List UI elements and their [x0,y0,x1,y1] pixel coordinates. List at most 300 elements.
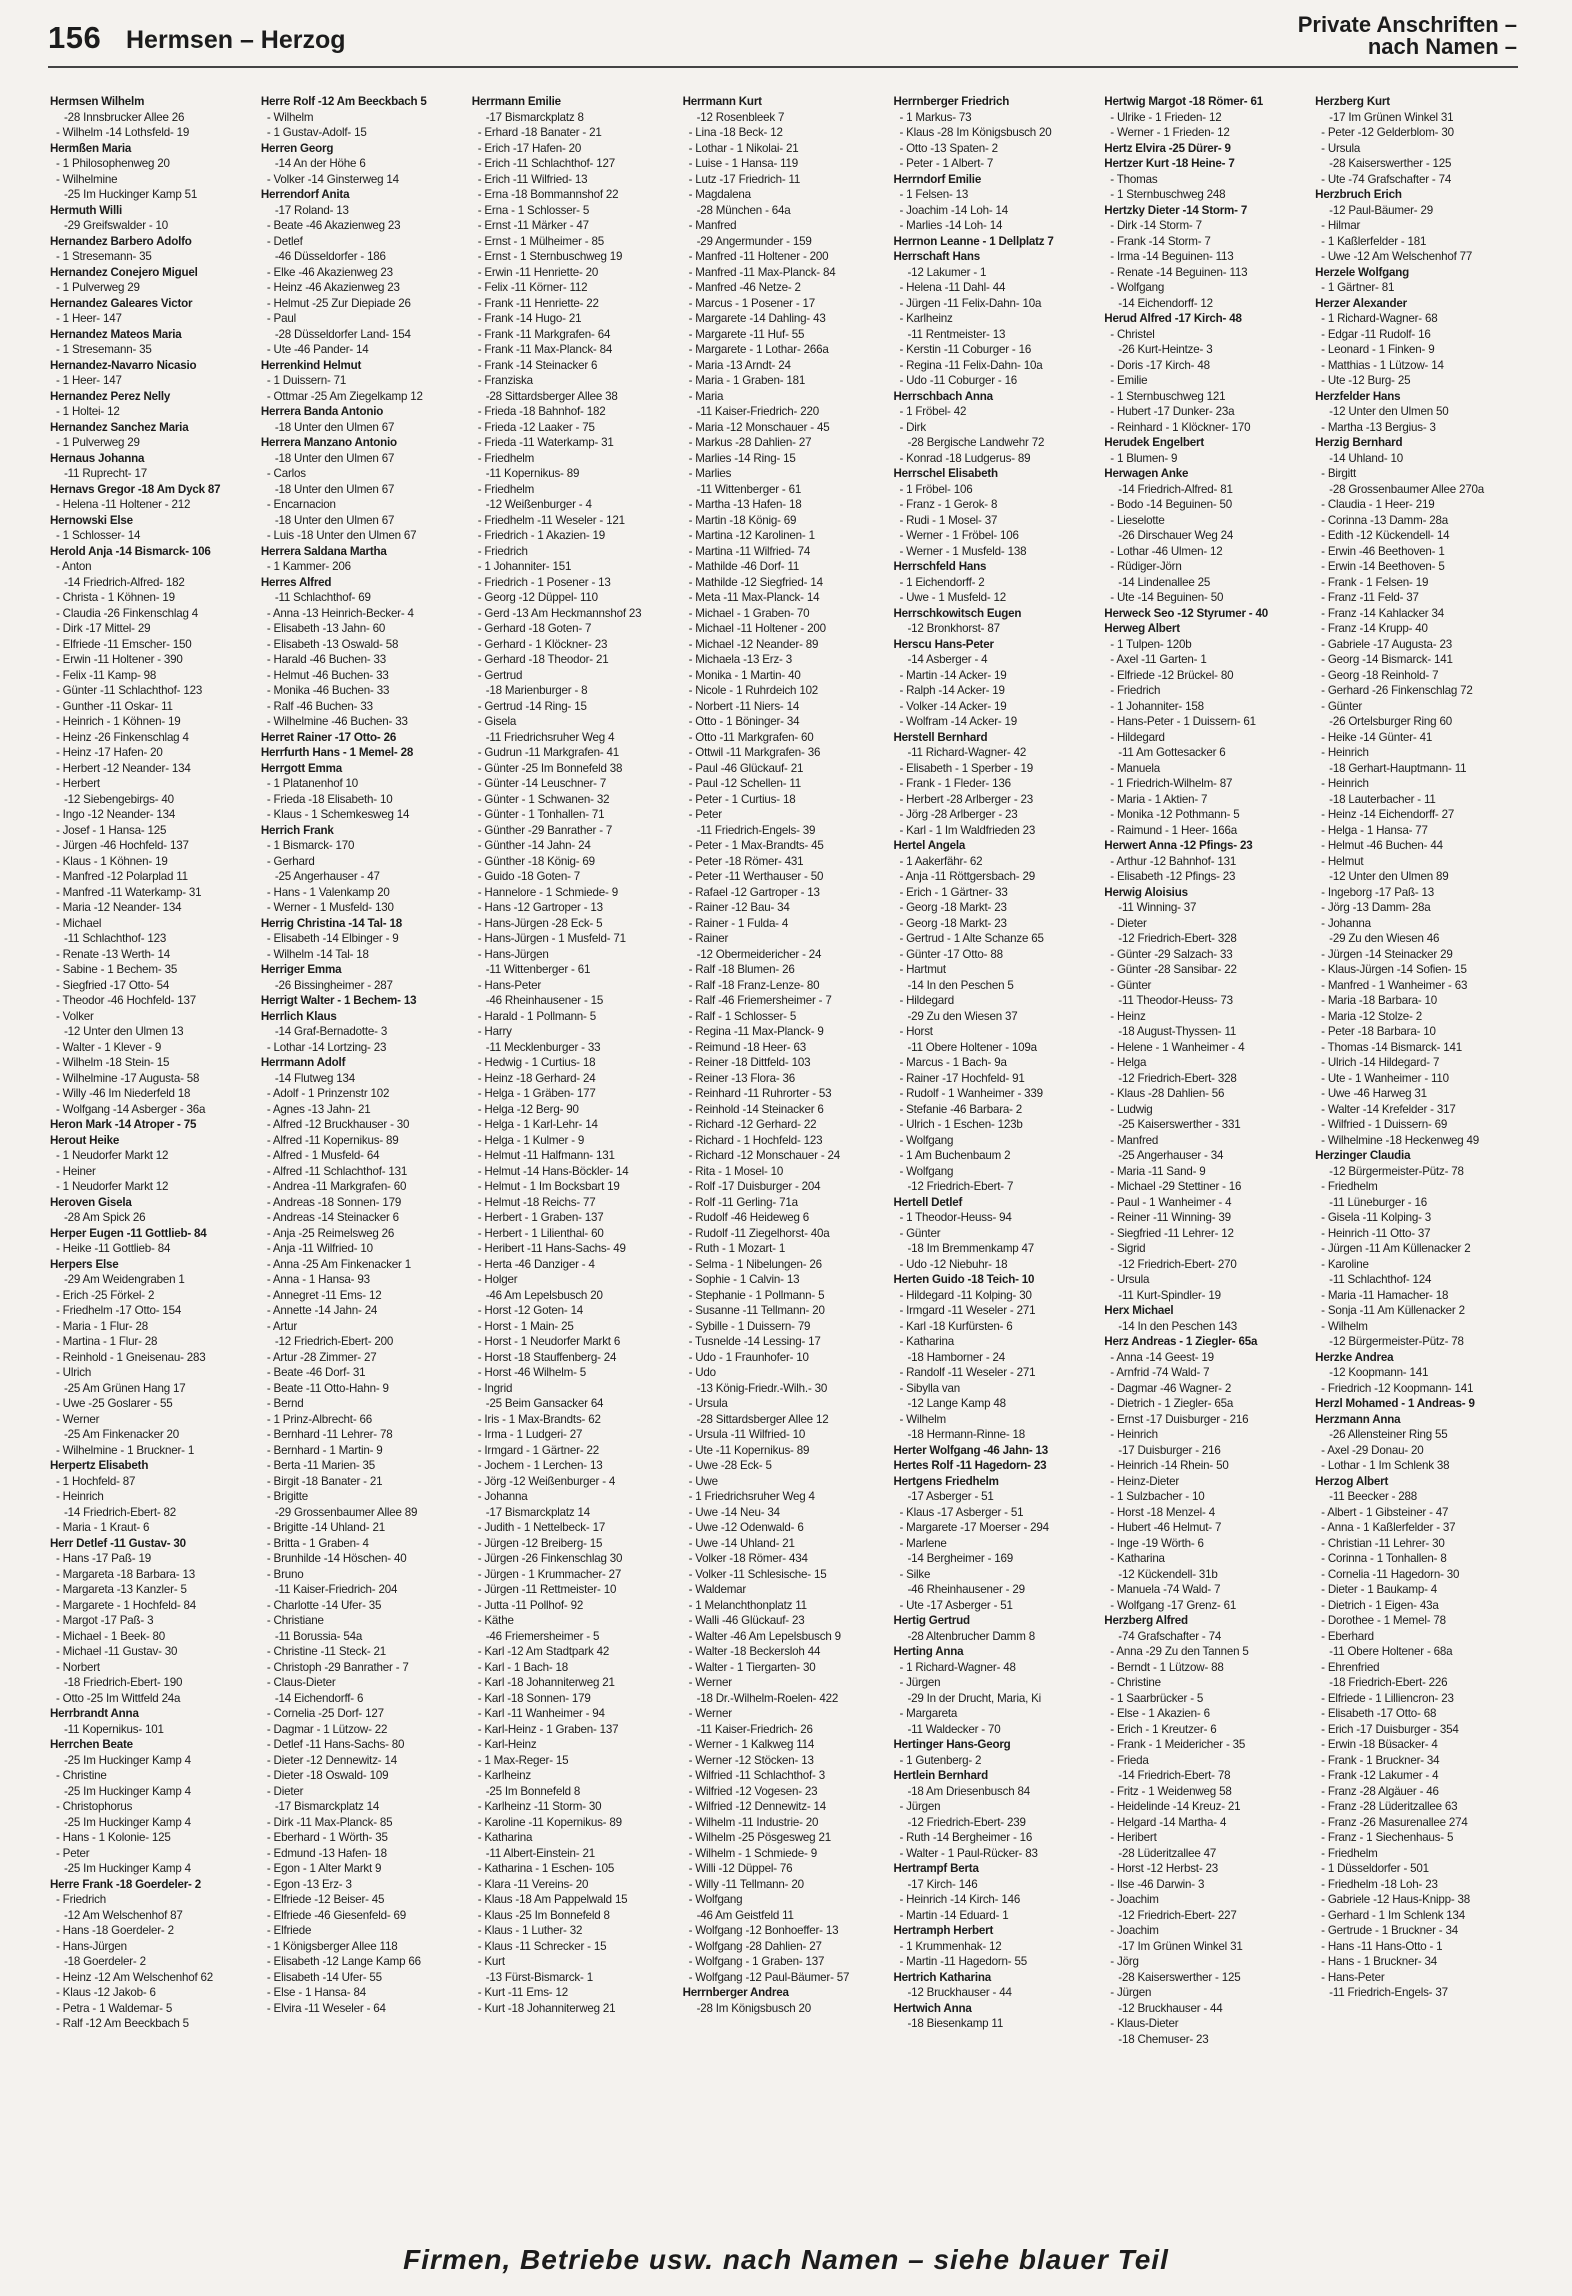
entry-line: - Anna -13 Heinrich-Becker- 4 [266,606,414,620]
entry-line: - Erich -17 Hafen- 20 [477,141,582,155]
entry-line: - Ulrike - 1 Frieden- 12 [1110,110,1222,124]
entry-line: -14 Friedrich-Alfred- 81 [1118,482,1233,496]
entry-surname: Hertwich Anna [893,2001,972,2015]
entry-line: - Hartmut [899,963,946,976]
entry-line: - Frieda -18 Elisabeth- 10 [266,792,393,806]
entry-line: - Wilfried - 1 Duissern- 69 [1321,1118,1448,1131]
entry-line: - Günter -28 Sansibar- 22 [1110,963,1237,976]
entry-line: -12 Unter den Ulmen 13 [64,1025,184,1038]
entry-line: -11 Wittenberger - 61 [485,963,591,976]
entry-line: -14 In den Peschen 5 [907,978,1014,992]
entry-line: - Karl -12 Am Stadtpark 42 [477,1645,610,1658]
entry-line: - Hans -11 Hans-Otto - 1 [1321,1939,1443,1953]
entry-line: - Georg -12 Düppel- 110 [477,591,598,604]
entry-line: -13 Fürst-Bismarck- 1 [485,1970,593,1984]
entry-line: - Petra - 1 Waldemar- 5 [56,2001,173,2015]
entry-line: - Klaus-Dieter [1110,2017,1179,2030]
entry-line: - Wolfram -14 Acker- 19 [899,715,1018,728]
entry-line: - Maria -12 Monschauer - 45 [688,420,830,434]
entry-line: - Else - 1 Akazien- 6 [1110,1707,1210,1720]
entry-line: - Heike -11 Gottlieb- 84 [56,1242,171,1255]
entry-line: -26 Dirschauer Weg 24 [1118,529,1234,542]
entry-line: -18 Unter den Ulmen 67 [274,420,395,434]
entry-line: -18 Unter den Ulmen 67 [274,482,395,496]
entry-line: - Martina - 1 Flur- 28 [56,1335,158,1348]
entry-line: - Horst -46 Wilhelm- 5 [477,1366,587,1379]
entry-line: - Gertrud [477,668,523,682]
entry-line: - Detlef [266,234,303,248]
entry-surname: Herout Heike [50,1133,120,1147]
entry-surname: Hertel Angela [893,839,966,852]
entry-line: - Holger [477,1273,518,1286]
entry-line: - Wilhelmine [56,172,118,186]
entry-line: - Karl -18 Kurfürsten- 6 [899,1319,1013,1333]
entry-line: - Corinna -13 Damm- 28a [1321,513,1448,527]
entry-line: - Dieter -12 Dennewitz- 14 [266,1753,397,1767]
entry-line: - Gerhard - 1 Klöckner- 23 [477,637,608,651]
entry-line: - Peter -12 Gelderblom- 30 [1321,126,1454,139]
entry-line: - Helmut -14 Hans-Böckler- 14 [477,1164,629,1178]
entry-surname: Herre Frank -18 Goerdeler- 2 [50,1877,201,1891]
entry-surname: Hermßen Maria [50,141,132,155]
entry-line: - Marlies -14 Ring- 15 [688,451,796,465]
entry-line: -14 Uhland- 10 [1329,451,1404,465]
entry-line: - Margarete -17 Moerser - 294 [899,1521,1049,1534]
entry-line: - Frank - 1 Felsen- 19 [1321,575,1429,589]
entry-line: - Gudrun -11 Markgrafen- 41 [477,746,620,759]
entry-line: - Katharina [899,1335,954,1348]
entry-line: - Klaus -28 Im Königsbusch 20 [899,126,1052,139]
entry-line: - Franz -14 Kahlacker 34 [1321,606,1444,620]
entry-line: -14 Bergheimer - 169 [907,1552,1013,1565]
entry-line: -29 Zu den Wiesen 46 [1329,932,1440,945]
entry-line: - Gabriele -12 Haus-Knipp- 38 [1321,1893,1471,1906]
entry-surname: Herud Alfred -17 Kirch- 48 [1104,312,1242,325]
entry-line: - Uwe -25 Goslarer - 55 [56,1397,173,1410]
entry-line: - Maria - 1 Kraut- 6 [56,1521,150,1534]
entry-surname: Hermuth Willi [50,203,123,217]
entry-line: - Helmut -46 Buchen- 44 [1321,839,1443,852]
entry-line: - Regina -11 Max-Planck- 9 [688,1025,824,1038]
entry-line: - Franziska [477,374,533,387]
entry-line: - 1 Eichendorff- 2 [899,575,985,589]
entry-line: - Margareta [899,1707,958,1720]
entry-surname: Herrgott Emma [260,761,343,775]
entry-line: - Wolfgang [899,1164,954,1178]
entry-line: - Wolfgang -12 Bonhoeffer- 13 [688,1924,839,1937]
entry-surname: Herrschbach Anna [893,389,993,403]
entry-line: -11 Obere Holtener - 109a [907,1040,1037,1054]
entry-line: - Günter -14 Leuschner- 7 [477,777,607,790]
entry-line: - Frank - 1 Fleder- 136 [899,777,1011,790]
entry-line: - Werner - 1 Musfeld- 130 [266,901,394,914]
entry-line: - Friedhelm [1321,1180,1378,1193]
entry-line: - Regina -11 Felix-Dahn- 10a [899,358,1043,372]
entry-surname: Herten Guido -18 Teich- 10 [893,1273,1035,1286]
entry-line: - 1 Sternbuschweg 248 [1110,188,1226,201]
entry-line: - Bernhard -11 Lehrer- 78 [266,1428,393,1441]
entry-line: - Ilse -46 Darwin- 3 [1110,1877,1205,1891]
entry-line: - Egon -13 Erz- 3 [266,1877,352,1891]
entry-line: - Sonja -11 Am Küllenacker 2 [1321,1304,1465,1317]
entry-line: -25 Im Bonnefeld 8 [485,1784,581,1798]
entry-line: -17 Roland- 13 [274,203,349,217]
entry-surname: Hertrich Katharina [893,1970,991,1984]
entry-line: - Udo -12 Niebuhr- 18 [899,1257,1008,1271]
entry-line: - Wilhelmine -17 Augusta- 58 [56,1071,200,1085]
entry-line: - Marlies -14 Loh- 14 [899,219,1003,232]
entry-line: -11 Wittenberger - 61 [696,482,802,496]
entry-line: - Uwe -46 Harweg 31 [1321,1087,1427,1100]
entry-line: - Erwin -11 Holtener - 390 [56,653,183,666]
entry-line: - Wolfgang [1110,281,1165,294]
entry-surname: Herrmann Adolf [260,1056,346,1069]
entry-line: - Edmund -13 Hafen- 18 [266,1846,387,1860]
entry-surname: Hertgens Friedhelm [893,1474,999,1488]
entry-line: -18 Hermann-Rinne- 18 [907,1428,1026,1441]
entry-line: - Markus -28 Dahlien- 27 [688,436,812,449]
entry-line: - Bruno [266,1567,304,1581]
entry-line: - Bernd [266,1397,304,1410]
entry-line: - Lothar - 1 Im Schlenk 38 [1321,1459,1450,1472]
entry-line: -12 Friedrich-Ebert- 239 [907,1815,1026,1829]
entry-line: - Heike -14 Günter- 41 [1321,730,1433,744]
entry-line: - Karoline -11 Kopernikus- 89 [477,1815,622,1829]
entry-line: - Frieda -11 Waterkamp- 31 [477,436,614,449]
entry-line: - Josef - 1 Hansa- 125 [56,823,167,837]
entry-line: - Heinrich [1321,746,1369,759]
entry-line: - Stefanie -46 Barbara- 2 [899,1102,1023,1116]
entry-line: - Helmut -11 Halfmann- 131 [477,1149,615,1162]
entry-line: - Ernst -17 Duisburger - 216 [1110,1412,1249,1426]
entry-line: - Ute -74 Grafschafter - 74 [1321,172,1452,186]
entry-line: - Brunhilde -14 Höschen- 40 [266,1552,407,1565]
entry-line: - Anna -25 Am Finkenacker 1 [266,1257,411,1271]
entry-line: - 1 Königsberger Allee 118 [266,1939,398,1953]
entry-line: - 1 Aakerfähr- 62 [899,854,983,868]
entry-line: - Ursula -11 Wilfried- 10 [688,1428,806,1441]
entry-line: - Maria -18 Barbara- 10 [1321,994,1438,1007]
entry-line: - 1 Johanniter- 158 [1110,699,1204,713]
entry-line: - Helga -12 Berg- 90 [477,1102,579,1116]
entry-line: - Gisela [477,715,517,728]
entry-line: - Elisabeth -14 Ufer- 55 [266,1970,382,1984]
entry-line: - Reiner -13 Flora- 36 [688,1071,796,1085]
entry-line: - Karlheinz [477,1769,531,1782]
entry-line: -14 An der Höhe 6 [274,157,366,170]
entry-line: - Werner - 1 Musfeld- 138 [899,544,1027,558]
entry-line: - Susanne -11 Tellmann- 20 [688,1304,825,1317]
entry-line: - Margarete - 1 Lothar- 266a [688,343,829,356]
entry-line: - Anna -14 Geest- 19 [1110,1350,1214,1364]
entry-line: - Karl - 1 Im Waldfrieden 23 [899,823,1036,837]
entry-line: - Bernhard - 1 Martin- 9 [266,1443,383,1457]
entry-line: - Ingrid [477,1381,513,1395]
entry-line: - Bodo -14 Beguinen- 50 [1110,498,1233,511]
entry-line: - Doris -17 Kirch- 48 [1110,358,1210,372]
entry-line: - Martin -14 Acker- 19 [899,668,1007,682]
entry-line: - Jürgen -46 Hochfeld- 137 [56,839,189,852]
entry-line: -11 Waldecker - 70 [907,1722,1001,1736]
entry-line: - Ulrich [56,1366,92,1379]
entry-line: - Herbert -12 Neander- 134 [56,761,191,775]
entry-line: - Gertrude - 1 Bruckner - 34 [1321,1924,1458,1937]
entry-surname: Herzbruch Erich [1315,188,1402,201]
entry-line: - Lina -18 Beck- 12 [688,126,783,139]
entry-line: - Hannelore - 1 Schmiede- 9 [477,885,618,899]
directory-column [50,94,257,2214]
entry-surname: Herrich Frank [260,823,334,837]
entry-line: -12 Friedrich-Ebert- 227 [1118,1908,1237,1922]
entry-surname: Hernandez Mateos Maria [50,327,182,341]
entry-surname: Herrschel Elisabeth [893,467,998,480]
entry-line: - Uwe -12 Odenwald- 6 [688,1521,804,1534]
entry-line: - Eberhard [1321,1629,1374,1643]
entry-line: - Heiner [56,1164,96,1178]
entry-line: -28 Im Königsbusch 20 [696,2001,811,2015]
entry-line: -28 Kaiserswerther - 125 [1329,157,1452,170]
entry-line: - Uwe -12 Am Welschenhof 77 [1321,250,1473,263]
entry-line: - Mathilde -12 Siegfried- 14 [688,575,823,589]
entry-line: - Wilhelm [899,1412,946,1426]
entry-surname: Herre Rolf -12 Am Beeckbach 5 [260,95,427,108]
entry-line: - Volker -14 Ginsterweg 14 [266,172,399,186]
entry-line: - Michael - 1 Graben- 70 [688,606,810,620]
entry-surname: Herpers Else [50,1257,119,1271]
page-header [0,0,1572,70]
entry-line: - Wilhelm -25 Pösgesweg 21 [688,1831,831,1844]
entry-line: - Lothar -46 Ulmen- 12 [1110,544,1223,558]
entry-surname: Hertzky Dieter -14 Storm- 7 [1104,203,1248,217]
entry-surname: Herzig Bernhard [1315,436,1403,449]
entry-line: -12 Friedrich-Ebert- 270 [1118,1257,1237,1271]
entry-line: - Rainer -12 Bau- 34 [688,901,790,914]
entry-line: - Ute -11 Kopernikus- 89 [688,1443,810,1457]
entry-line: - Heinrich -14 Rhein- 50 [1110,1459,1229,1472]
entry-line: - Walter - 1 Paul-Rücker- 83 [899,1846,1038,1860]
entry-line: - Stephanie - 1 Pollmann- 5 [688,1288,825,1302]
entry-line: - Rudolf -11 Ziegelhorst- 40a [688,1226,830,1240]
entry-line: - Maria -11 Sand- 9 [1110,1164,1206,1178]
entry-line: - Jürgen -12 Breiberg- 15 [477,1536,603,1550]
entry-surname: Heron Mark -14 Atroper - 75 [50,1118,197,1131]
entry-line: - Manfred - 1 Wanheimer - 63 [1321,978,1468,992]
entry-line: - Heinz -12 Am Welschenhof 62 [56,1970,214,1984]
entry-line: -11 Theodor-Heuss- 73 [1118,994,1233,1007]
entry-line: - Wilhelm -11 Industrie- 20 [688,1815,819,1829]
entry-line: - Inge -19 Wörth- 6 [1110,1536,1204,1550]
entry-line: -11 Albert-Einstein- 21 [485,1846,595,1860]
entry-line: - Margot -17 Paß- 3 [56,1614,154,1627]
entry-line: - Michael -12 Neander- 89 [688,637,819,651]
entry-line: - Erwin -14 Beethoven- 5 [1321,560,1445,573]
entry-line: - Günther -29 Banrather - 7 [477,823,613,837]
entry-line: -14 Graf-Bernadotte- 3 [274,1025,388,1038]
entry-line: - Günter -11 Schlachthof- 123 [56,684,203,697]
entry-line: - Dagmar -46 Wagner- 2 [1110,1381,1232,1395]
entry-line: - Andreas -18 Sonnen- 179 [266,1195,402,1209]
entry-line: - Volker -14 Acker- 19 [899,699,1007,713]
entry-line: - Heidelinde -14 Kreuz- 21 [1110,1800,1241,1813]
entry-line: -28 Innsbrucker Allee 26 [64,110,185,124]
entry-line: - Klaus-Jürgen -14 Sofien- 15 [1321,963,1467,976]
entry-line: -25 Im Huckinger Kamp 4 [64,1753,191,1767]
entry-line: - Karlheinz [899,312,953,325]
entry-line: - Wolfgang [899,1133,954,1147]
entry-surname: Herrnberger Andrea [682,1986,789,1999]
entry-line: - Dirk -14 Storm- 7 [1110,219,1202,232]
entry-line: - Richard -12 Gerhard- 22 [688,1118,817,1131]
entry-line: - Dieter - 1 Baukamp- 4 [1321,1583,1438,1596]
entry-surname: Herren Georg [260,141,334,155]
entry-line: - Martha -13 Hafen- 18 [688,498,802,511]
entry-line: - Günter - 1 Schwanen- 32 [477,792,610,806]
entry-line: - 1 Blumen- 9 [1110,451,1178,465]
entry-line: - Gertrud - 1 Alte Schanze 65 [899,932,1044,945]
entry-line: - Rita - 1 Mosel- 10 [688,1164,784,1178]
entry-line: - Axel -11 Garten- 1 [1110,653,1207,666]
entry-line: - Ludwig [1110,1102,1153,1116]
entry-line: - Ruth -14 Bergheimer - 16 [899,1831,1033,1844]
entry-line: - Richard -12 Monschauer - 24 [688,1149,841,1162]
entry-line: -11 Ruprecht- 17 [64,467,147,480]
entry-line: - Herta -46 Danziger - 4 [477,1257,595,1271]
entry-line: - Volker [56,1009,94,1023]
entry-surname: Herzele Wolfgang [1315,265,1410,279]
entry-line: - Birgitt [1321,467,1357,480]
entry-line: - Friedrich [477,544,528,558]
entry-line: - Wolfgang -28 Dahlien- 27 [688,1939,822,1953]
entry-line: - Wilhelmine - 1 Bruckner- 1 [56,1443,195,1457]
entry-surname: Herrnberger Friedrich [893,95,1010,108]
entry-line: -74 Grafschafter - 74 [1118,1629,1222,1643]
entry-line: - 1 Stresemann- 35 [56,250,152,263]
entry-line: - Beate -11 Otto-Hahn- 9 [266,1381,389,1395]
entry-line: - Herbert - 1 Graben- 137 [477,1211,604,1224]
entry-line: - Ute -46 Pander- 14 [266,343,369,356]
entry-surname: Herrbrandt Anna [50,1707,139,1720]
entry-line: - Eberhard - 1 Wörth- 35 [266,1831,388,1844]
entry-surname: Herzer Alexander [1315,296,1407,310]
entry-line: - Detlef -11 Hans-Sachs- 80 [266,1738,405,1751]
header-divider [48,66,1518,68]
entry-line: -11 Mecklenburger - 33 [485,1040,601,1054]
entry-line: - Birgit -18 Banater - 21 [266,1474,383,1488]
entry-line: - Ute -14 Beguinen- 50 [1110,591,1224,604]
entry-line: - Ralph -14 Acker- 19 [899,684,1005,697]
entry-line: -25 Beim Gansacker 64 [485,1397,604,1410]
entry-line: -26 Allensteiner Ring 55 [1329,1428,1448,1441]
entry-line: - Sybille - 1 Duissern- 79 [688,1319,811,1333]
entry-line: - Heinrich -11 Otto- 37 [1321,1226,1431,1240]
entry-line: -18 Hamborner - 24 [907,1350,1006,1364]
entry-line: - Sophie - 1 Calvin- 13 [688,1273,800,1286]
entry-line: - 1 Gustav-Adolf- 15 [266,126,367,139]
entry-line: - Ute -17 Asberger - 51 [899,1598,1013,1612]
entry-line: - Jörg -28 Arlberger - 23 [899,808,1018,821]
entry-line: - Elfriede -12 Brückel- 80 [1110,668,1234,682]
entry-line: - Werner [56,1412,100,1426]
entry-line: - 1 Kammer- 206 [266,560,351,573]
entry-line: - Anja -11 Röttgersbach- 29 [899,870,1035,883]
entry-line: - Marcus - 1 Bach- 9a [899,1056,1007,1069]
entry-line: - Anna - 1 Kaßlerfelder - 37 [1321,1521,1456,1534]
entry-line: - Christine [1110,1676,1161,1689]
entry-line: - Hildegard [1110,730,1165,744]
entry-line: - 1 Johanniter- 151 [477,560,572,573]
entry-line: -12 Weißenburger - 4 [485,498,592,511]
entry-line: - Franz -28 Algäuer - 46 [1321,1784,1439,1798]
entry-line: - Felix -11 Körner- 112 [477,281,588,294]
entry-line: - Werner - 1 Kalkweg 114 [688,1738,815,1751]
entry-line: -14 Eichendorff- 12 [1118,296,1213,310]
entry-line: - Elfriede -11 Emscher- 150 [56,637,192,651]
directory-column [472,94,679,2214]
entry-line: - Helmut -25 Zur Diepiade 26 [266,296,411,310]
entry-line: - Karlheinz -11 Storm- 30 [477,1800,602,1813]
entry-line: - 1 Max-Reger- 15 [477,1753,569,1767]
entry-line: - Klara -11 Vereins- 20 [477,1877,589,1891]
entry-line: - Jürgen [899,1800,941,1813]
entry-line: - Udo [688,1366,716,1379]
entry-line: -14 Flutweg 134 [274,1071,355,1085]
entry-line: - Uwe [688,1474,718,1488]
entry-line: - Selma - 1 Nibelungen- 26 [688,1257,822,1271]
entry-line: - Günter [1321,699,1363,713]
entry-line: - Wolfgang [688,1893,743,1906]
entry-line: -18 August-Thyssen- 11 [1118,1025,1237,1038]
entry-line: - Randolf -11 Weseler - 271 [899,1366,1036,1379]
entry-line: - 1 Prinz-Albrecht- 66 [266,1412,372,1426]
entry-line: - Manfred -11 Holtener - 200 [688,250,829,263]
entry-line: - Britta - 1 Graben- 4 [266,1536,369,1550]
entry-line: - Franz - 1 Siechenhaus- 5 [1321,1831,1454,1844]
entry-line: - Martina -12 Karolinen- 1 [688,529,815,542]
entry-line: - Elisabeth -13 Oswald- 58 [266,637,399,651]
entry-line: - Karoline [1321,1257,1369,1271]
entry-line: - Günther -14 Jahn- 24 [477,839,591,852]
entry-surname: Herrschaft Hans [893,250,981,263]
entry-line: - Herbert - 1 Lilienthal- 60 [477,1226,604,1240]
entry-line: - Werner -12 Stöcken- 13 [688,1753,814,1767]
entry-line: - Heinz -17 Hafen- 20 [56,746,163,759]
entry-line: - Jürgen [899,1676,941,1689]
entry-line: - Uwe -14 Uhland- 21 [688,1536,795,1550]
entry-line: - Anja -11 Wilfried- 10 [266,1242,373,1255]
entry-line: - Rainer -17 Hochfeld- 91 [899,1071,1025,1085]
entry-surname: Herrschfeld Hans [893,560,987,573]
entry-line: - Katharina - 1 Eschen- 105 [477,1862,615,1875]
entry-line: - Wilhelm -14 Tal- 18 [266,947,369,961]
entry-line: - Johanna [477,1490,528,1503]
entry-line: - Dietrich - 1 Ziegler- 65a [1110,1397,1234,1410]
entry-line: - Jürgen -26 Finkenschlag 30 [477,1552,623,1565]
entry-surname: Herwig Aloisius [1104,885,1188,899]
entry-line: - Karl - 1 Bach- 18 [477,1660,568,1674]
entry-line: -14 Lindenallee 25 [1118,575,1211,589]
entry-line: - Michaela -13 Erz- 3 [688,653,792,666]
entry-line: -11 Kaiser-Friedrich- 204 [274,1583,398,1596]
entry-line: - Charlotte -14 Ufer- 35 [266,1598,382,1612]
entry-line: - Annegret -11 Ems- 12 [266,1288,382,1302]
entry-line: -29 Zu den Wiesen 37 [907,1009,1018,1023]
entry-line: -12 Siebengebirgs- 40 [64,792,174,806]
entry-line: - Elfriede [266,1924,312,1937]
entry-surname: Hertig Gertrud [893,1614,970,1627]
entry-line: -46 Rheinhausener - 29 [907,1583,1025,1596]
entry-line: - Leonard - 1 Finken- 9 [1321,343,1435,356]
entry-surname: Herrschkowitsch Eugen [893,606,1022,620]
